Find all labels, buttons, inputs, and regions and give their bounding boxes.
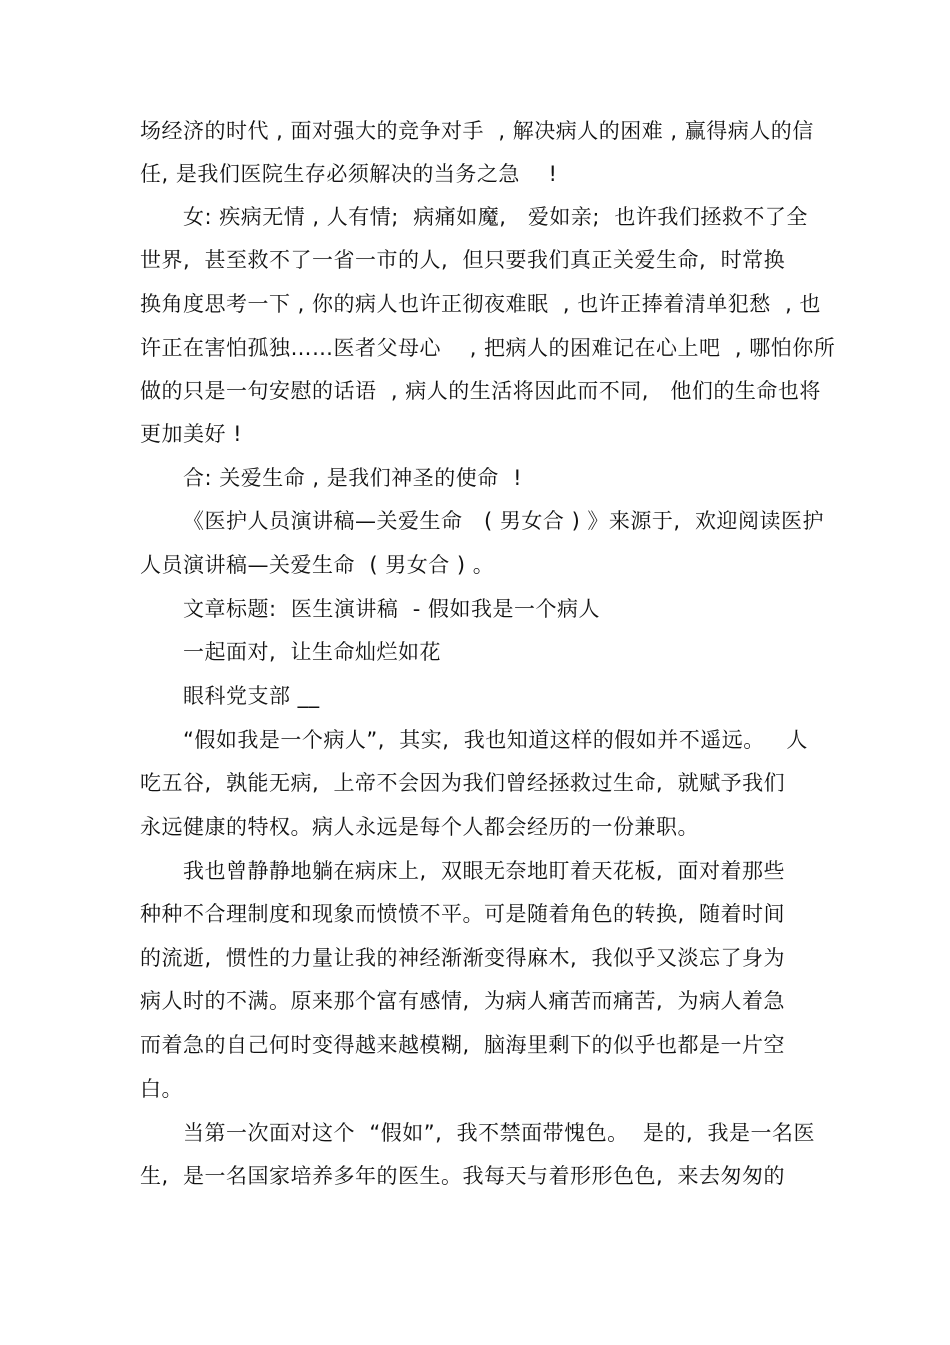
text-line: 种种不合理制度和现象而愤愤不平。可是随着角色的转换, 随着时间 — [140, 902, 786, 926]
text-line: 生, 是一名国家培养多年的医生。我每天与着形形色色, 来去匆匆的 — [140, 1164, 786, 1188]
text-line: 眼科党支部 __ — [183, 684, 320, 708]
text-line: 合: 关爱生命 , 是我们神圣的使命 ! — [183, 466, 523, 490]
text-line: 一起面对, 让生命灿烂如花 — [183, 640, 442, 664]
text-line: 换角度思考一下 , 你的病人也许正彻夜难眠 , 也许正捧着清单犯愁 , 也 — [140, 292, 821, 316]
text-line: 《医护人员演讲稿—关爱生命 ( 男女合 ) 》来源于, 欢迎阅读医护 — [183, 509, 824, 533]
text-line: 许正在害怕孤独……医者父母心 , 把病人的困难记在心上吧 , 哪怕你所 — [140, 336, 836, 360]
text-line: 世界, 甚至救不了一省一市的人, 但只要我们真正关爱生命, 时常换 — [140, 248, 786, 272]
text-line: “假如我是一个病人”, 其实, 我也知道这样的假如并不遥远。 人 — [183, 728, 808, 752]
text-line: 吃五谷, 孰能无病, 上帝不会因为我们曾经拯救过生命, 就赋予我们 — [140, 771, 786, 795]
text-line: 病人时的不满。原来那个富有感情, 为病人痛苦而痛苦, 为病人着急 — [140, 989, 786, 1013]
text-line: 当第一次面对这个 “假如”, 我不禁面带愧色。 是的, 我是一名医 — [183, 1121, 816, 1145]
text-line: 我也曾静静地躺在病床上, 双眼无奈地盯着天花板, 面对着那些 — [183, 859, 786, 883]
text-line: 人员演讲稿—关爱生命 ( 男女合 ) 。 — [140, 553, 495, 577]
text-line: 而着急的自己何时变得越来越模糊, 脑海里剩下的似乎也都是一片空 — [140, 1033, 786, 1057]
text-line: 场经济的时代 , 面对强大的竞争对手 , 解决病人的困难 , 赢得病人的信 — [140, 119, 814, 143]
text-line: 永远健康的特权。病人永远是每个人都会经历的一份兼职。 — [140, 815, 699, 839]
text-line: 白。 — [140, 1077, 183, 1101]
text-line: 文章标题: 医生演讲稿 - 假如我是一个病人 — [183, 597, 601, 621]
text-line: 任, 是我们医院生存必须解决的当务之急 ! — [140, 162, 558, 186]
text-line: 更加美好 ! — [140, 422, 243, 446]
text-line: 做的只是一句安慰的话语 , 病人的生活将因此而不同, 他们的生命也将 — [140, 379, 821, 403]
text-line: 女: 疾病无情 , 人有情; 病痛如魔, 爱如亲; 也许我们拯救不了全 — [183, 205, 808, 229]
text-line: 的流逝, 惯性的力量让我的神经渐渐变得麻木, 我似乎又淡忘了身为 — [140, 946, 786, 970]
